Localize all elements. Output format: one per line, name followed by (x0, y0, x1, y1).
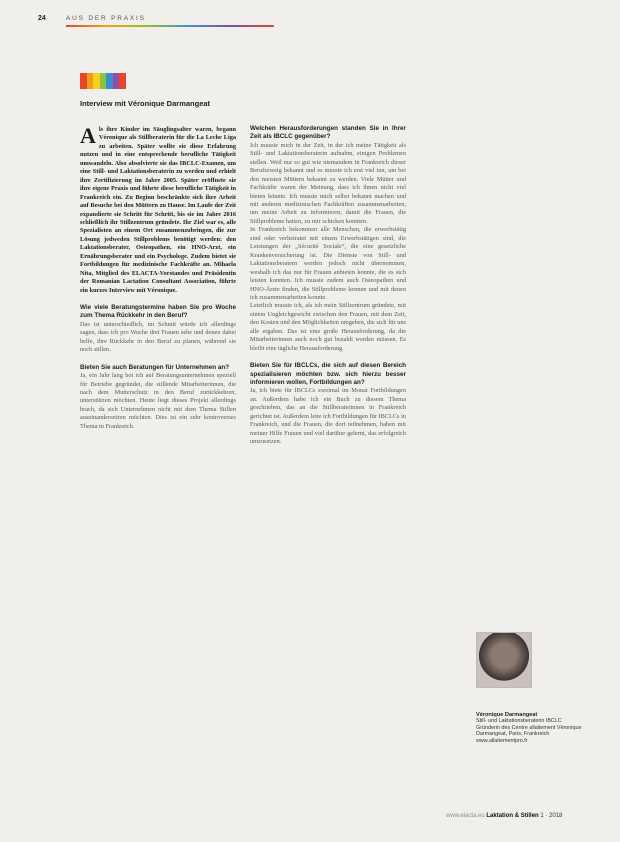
page-footer (446, 813, 562, 819)
color-block (80, 73, 87, 89)
question-3: Welchen Herausforderungen standen Sie in Ihrer Zeit als IBCLC gegenüber? (250, 125, 406, 141)
color-block (119, 73, 126, 89)
footer-url: www.elacta.eu (446, 813, 485, 819)
drop-cap: A (80, 123, 96, 148)
caption-web: www.allaitementpro.fr (476, 737, 528, 744)
author-photo (476, 632, 532, 688)
page-number: 24 (38, 15, 46, 22)
question-1: Wie viele Beratungstermine haben Sie pro Woche zum Thema Rückkehr in den Beruf? (80, 304, 236, 320)
answer-3-part-2: In Frankreich bekommen alle Menschen, die erwerbstätig sind oder verheiratet mit einem Erwerbstätigen sind, die Leistungen der „Sécurité Sociale“, die eine gesetzliche Krankenversicherung ist. Die Dienste von Still- und Laktationsberatern werden jedoch nicht übernommen, weshalb ich das nur für Frauen anbieten konnte, die es sich leisten konnten. Ich musste zudem auch Osteopathen und HNO-Ärzte finden, die Stillprobleme kennen und mit denen ich zusammenarbeiten konnte. (250, 226, 406, 301)
header-rule (66, 25, 274, 27)
color-block (106, 73, 113, 89)
question-4: Bieten Sie für IBCLCs, die sich auf diesen Bereich spezialisieren möchten bzw. sich hierzu besser informieren wollen, Fortbildungen an? (250, 362, 406, 386)
column-right (250, 125, 406, 447)
answer-2: Ja, ein Jahr lang bot ich auf Beratungsunternehmen speziell für Betriebe gegründet, die stillende Mitarbeiterinnen, die nach dem Mutterschutz in den Beruf zurückkehren, unterstützen möchten. Heute liegt dieses Projekt allerdings brach, da sich Unternehmen nicht mit dem Thema Stillen auseinandersetzen möchten. Dies ist ein sehr kontroverses Thema in Frankreich. (80, 372, 236, 430)
color-block (93, 73, 100, 89)
author-caption (476, 632, 586, 744)
answer-1: Das ist unterschiedlich, im Schnitt würde ich allerdings sagen, dass ich pro Woche drei Frauen sehe und denen dabei helfe, ihre Rückkehr in den Beruf zu planen, während sie noch stillen. (80, 320, 236, 354)
caption-role: Still- und Laktationsberaterin IBCLC (476, 718, 562, 724)
caption-org: Gründerin des Centre allaitement Véronique Darmangeat, Paris, Frankreich (476, 724, 582, 738)
caption-name: Véronique Darmangeat (476, 712, 538, 718)
color-block (100, 73, 107, 89)
color-block (113, 73, 120, 89)
article-title: Interview mit Véronique Darmangeat (80, 99, 211, 108)
column-left (80, 123, 236, 431)
footer-issue: 1 · 2018 (540, 813, 563, 819)
color-block (87, 73, 94, 89)
answer-3-part-1: Ich musste mich in der Zeit, in der ich meine Tätigkeit als Still- und Laktationsberaterin aufnahm, einigen Problemen stellen. Weil nur so gut wie niemandem in Frankreich dieser Berufszweig bekannt und es musste ich erst viel tun, um bei den meisten Müttern bekannt zu werden. Viele Mütter und Fachkräfte waren der Meinung, dass ich ihnen nicht viel bieten könnte. Ich musste mich selbst bekannt machen und mit anderen medizinischen Fachkräften zusammenarbeiten, um meine Arbeit zu informieren, damit die Frauen, die Stillprobleme hatten, zu mir schicken konnten. (250, 141, 406, 225)
footer-magazine: Laktation & Stillen (486, 813, 539, 819)
section-label: AUS DER PRAXIS (66, 15, 146, 22)
color-blocks-decoration (80, 73, 126, 89)
running-header (38, 15, 238, 29)
question-2: Bieten Sie auch Beratungen für Unternehmen an? (80, 363, 230, 371)
intro-text: ls ihre Kinder im Säuglingsalter waren, begann Véronique als Stillberaterin für die La Leche Liga zu arbeiten. Später wollte sie diese Erfahrung nutzen und in eine entsprechende berufliche Tätigkeit umwandeln. Also absolvierte sie das IBCLC-Examen, um eine Still- und Laktationsberaterin zu werden und erhielt ihre Zertifizierung im Jahre 2005. Später eröffnete sie ihre eigene Praxis und führte diese berufliche Tätigkeit in Frankreich ein. Zu Beginn beschränkte sich ihre Arbeit auf Besuche bei den Müttern zu Hause. Im Laufe der Zeit expandierte sie Schritt für Schritt, bis sie im Jahre 2016 schließlich ihr Stillzentrum gründete. Ihr Ziel war es, alle Spezialisten an einem Ort zusammenzubringen, die zur Lösung jedweden Stillproblems benötigt werden: den Laktationsberater, Osteopathen, ein HNO-Arzt, ein Ernährungsberater und ein Psychologe. Zudem bietet sie Fortbildungen für medizinische Fachkräfte an. Mihaela Nita, Mitglied des ELACTA-Vorstandes und Präsidentin der Romanian Lactation Consultant Association, führte ein kurzes Interview mit Véronique. (80, 126, 236, 294)
answer-4: Ja, ich biete für IBCLCs zweimal im Monat Fortbildungen an. Außerdem habe ich ein Buch zu diesem Thema geschrieben, das an die Stillberaterinnen in Frankreich gerichtet ist. Außerdem leite ich Fortbildungen für IBCLCs in Frankreich, und die Frauen, die dort teilnehmen, haben mit meiner Hilfe Frauen und viel darüber gelernt, das erfolgreich umzusetzen. (250, 387, 406, 446)
answer-3-part-3: Letztlich musste ich, als ich mein Stillzentrum gründete, mit einem Ungleichgewicht zwischen den Frauen, mit dem Zeit, den Kosten und den Möglichkeiten umgehen, die sich für uns alle ergaben. Das ist eine große Herausforderung, da die Mitarbeiterinnen auch noch gut bezahlt werden müssen. Es bleibt eine tägliche Herausforderung. (250, 302, 406, 352)
article-intro (80, 123, 236, 295)
